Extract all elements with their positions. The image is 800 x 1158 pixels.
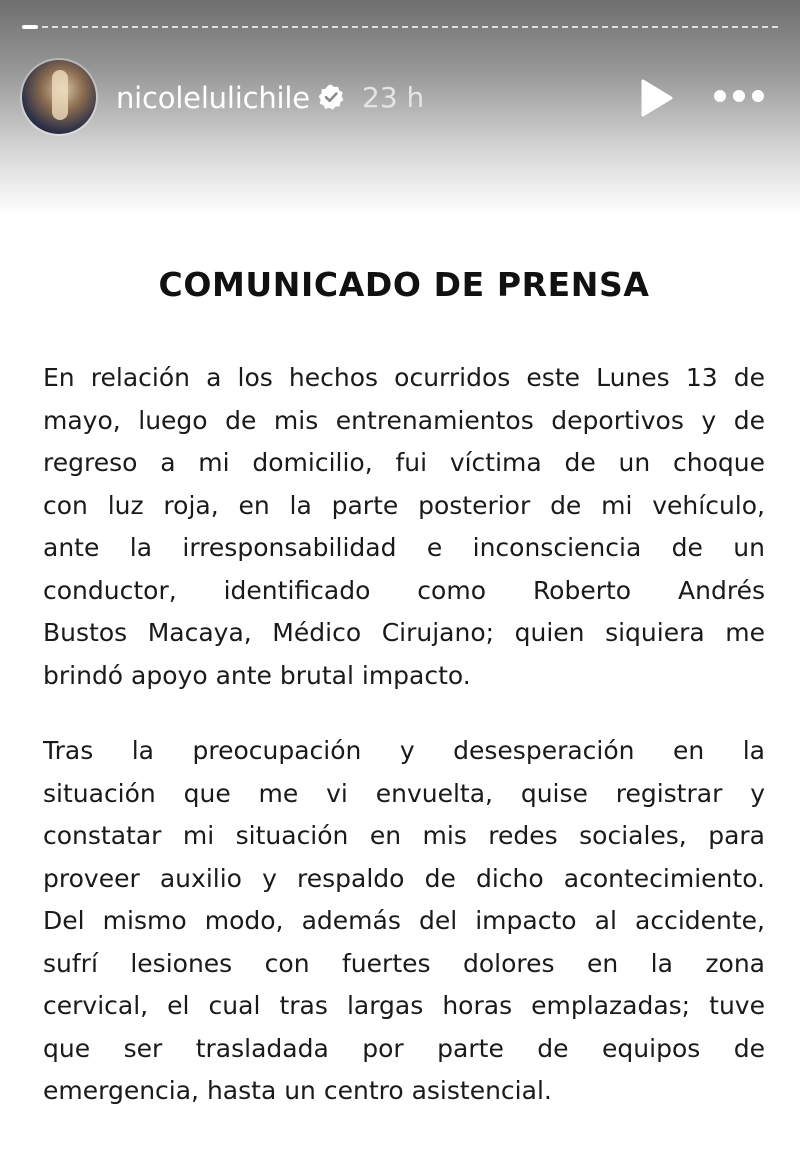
paragraph-2 [43, 730, 765, 1113]
paragraph-line: Bustos Macaya, Médico Cirujano; quien siquiera me [43, 618, 765, 647]
more-options-icon[interactable] [712, 86, 766, 106]
document-title: COMUNICADO DE PRENSA [158, 265, 650, 304]
paragraph-1 [43, 357, 765, 697]
story-progress-fill [22, 25, 38, 29]
paragraph-line: conductor, identificado como Roberto Andrés [43, 575, 765, 605]
paragraph-line: Del mismo modo, además del impacto al accidente, [43, 906, 765, 935]
paragraph-line: que ser trasladada por parte de equipos de [43, 1033, 765, 1063]
paragraph-line: mayo, luego de mis entrenamientos deportivos y de [43, 405, 765, 435]
avatar[interactable] [22, 60, 96, 134]
paragraph-line: constatar mi situación en mis redes sociales, para [43, 821, 765, 850]
paragraph-line: Tras la preocupación y desesperación en la [43, 736, 765, 765]
paragraph-line: proveer auxilio y respaldo de dicho acontecimiento. [43, 863, 765, 893]
paragraph-line: ante la irresponsabilidad e inconsciencia de un [43, 533, 765, 562]
verified-badge-icon [317, 83, 345, 111]
paragraph-line: situación que me vi envuelta, quise registrar y [43, 778, 765, 808]
username[interactable]: nicolelulichile [116, 81, 310, 115]
paragraph-line: brindó apoyo ante brutal impacto. [43, 660, 471, 690]
paragraph-line: con luz roja, en la parte posterior de mi vehículo, [43, 490, 765, 520]
paragraph-line: sufrí lesiones con fuertes dolores en la zona [43, 948, 765, 978]
play-icon[interactable] [638, 78, 674, 118]
paragraph-line: En relación a los hechos ocurridos este Lunes 13 de [43, 363, 765, 392]
post-timestamp: 23 h [362, 81, 425, 114]
paragraph-line: cervical, el cual tras largas horas emplazadas; tuve [43, 991, 765, 1020]
story-progress-bar [22, 26, 778, 31]
paragraph-line: emergencia, hasta un centro asistencial. [43, 1076, 552, 1105]
paragraph-line: regreso a mi domicilio, fui víctima de un choque [43, 448, 765, 477]
